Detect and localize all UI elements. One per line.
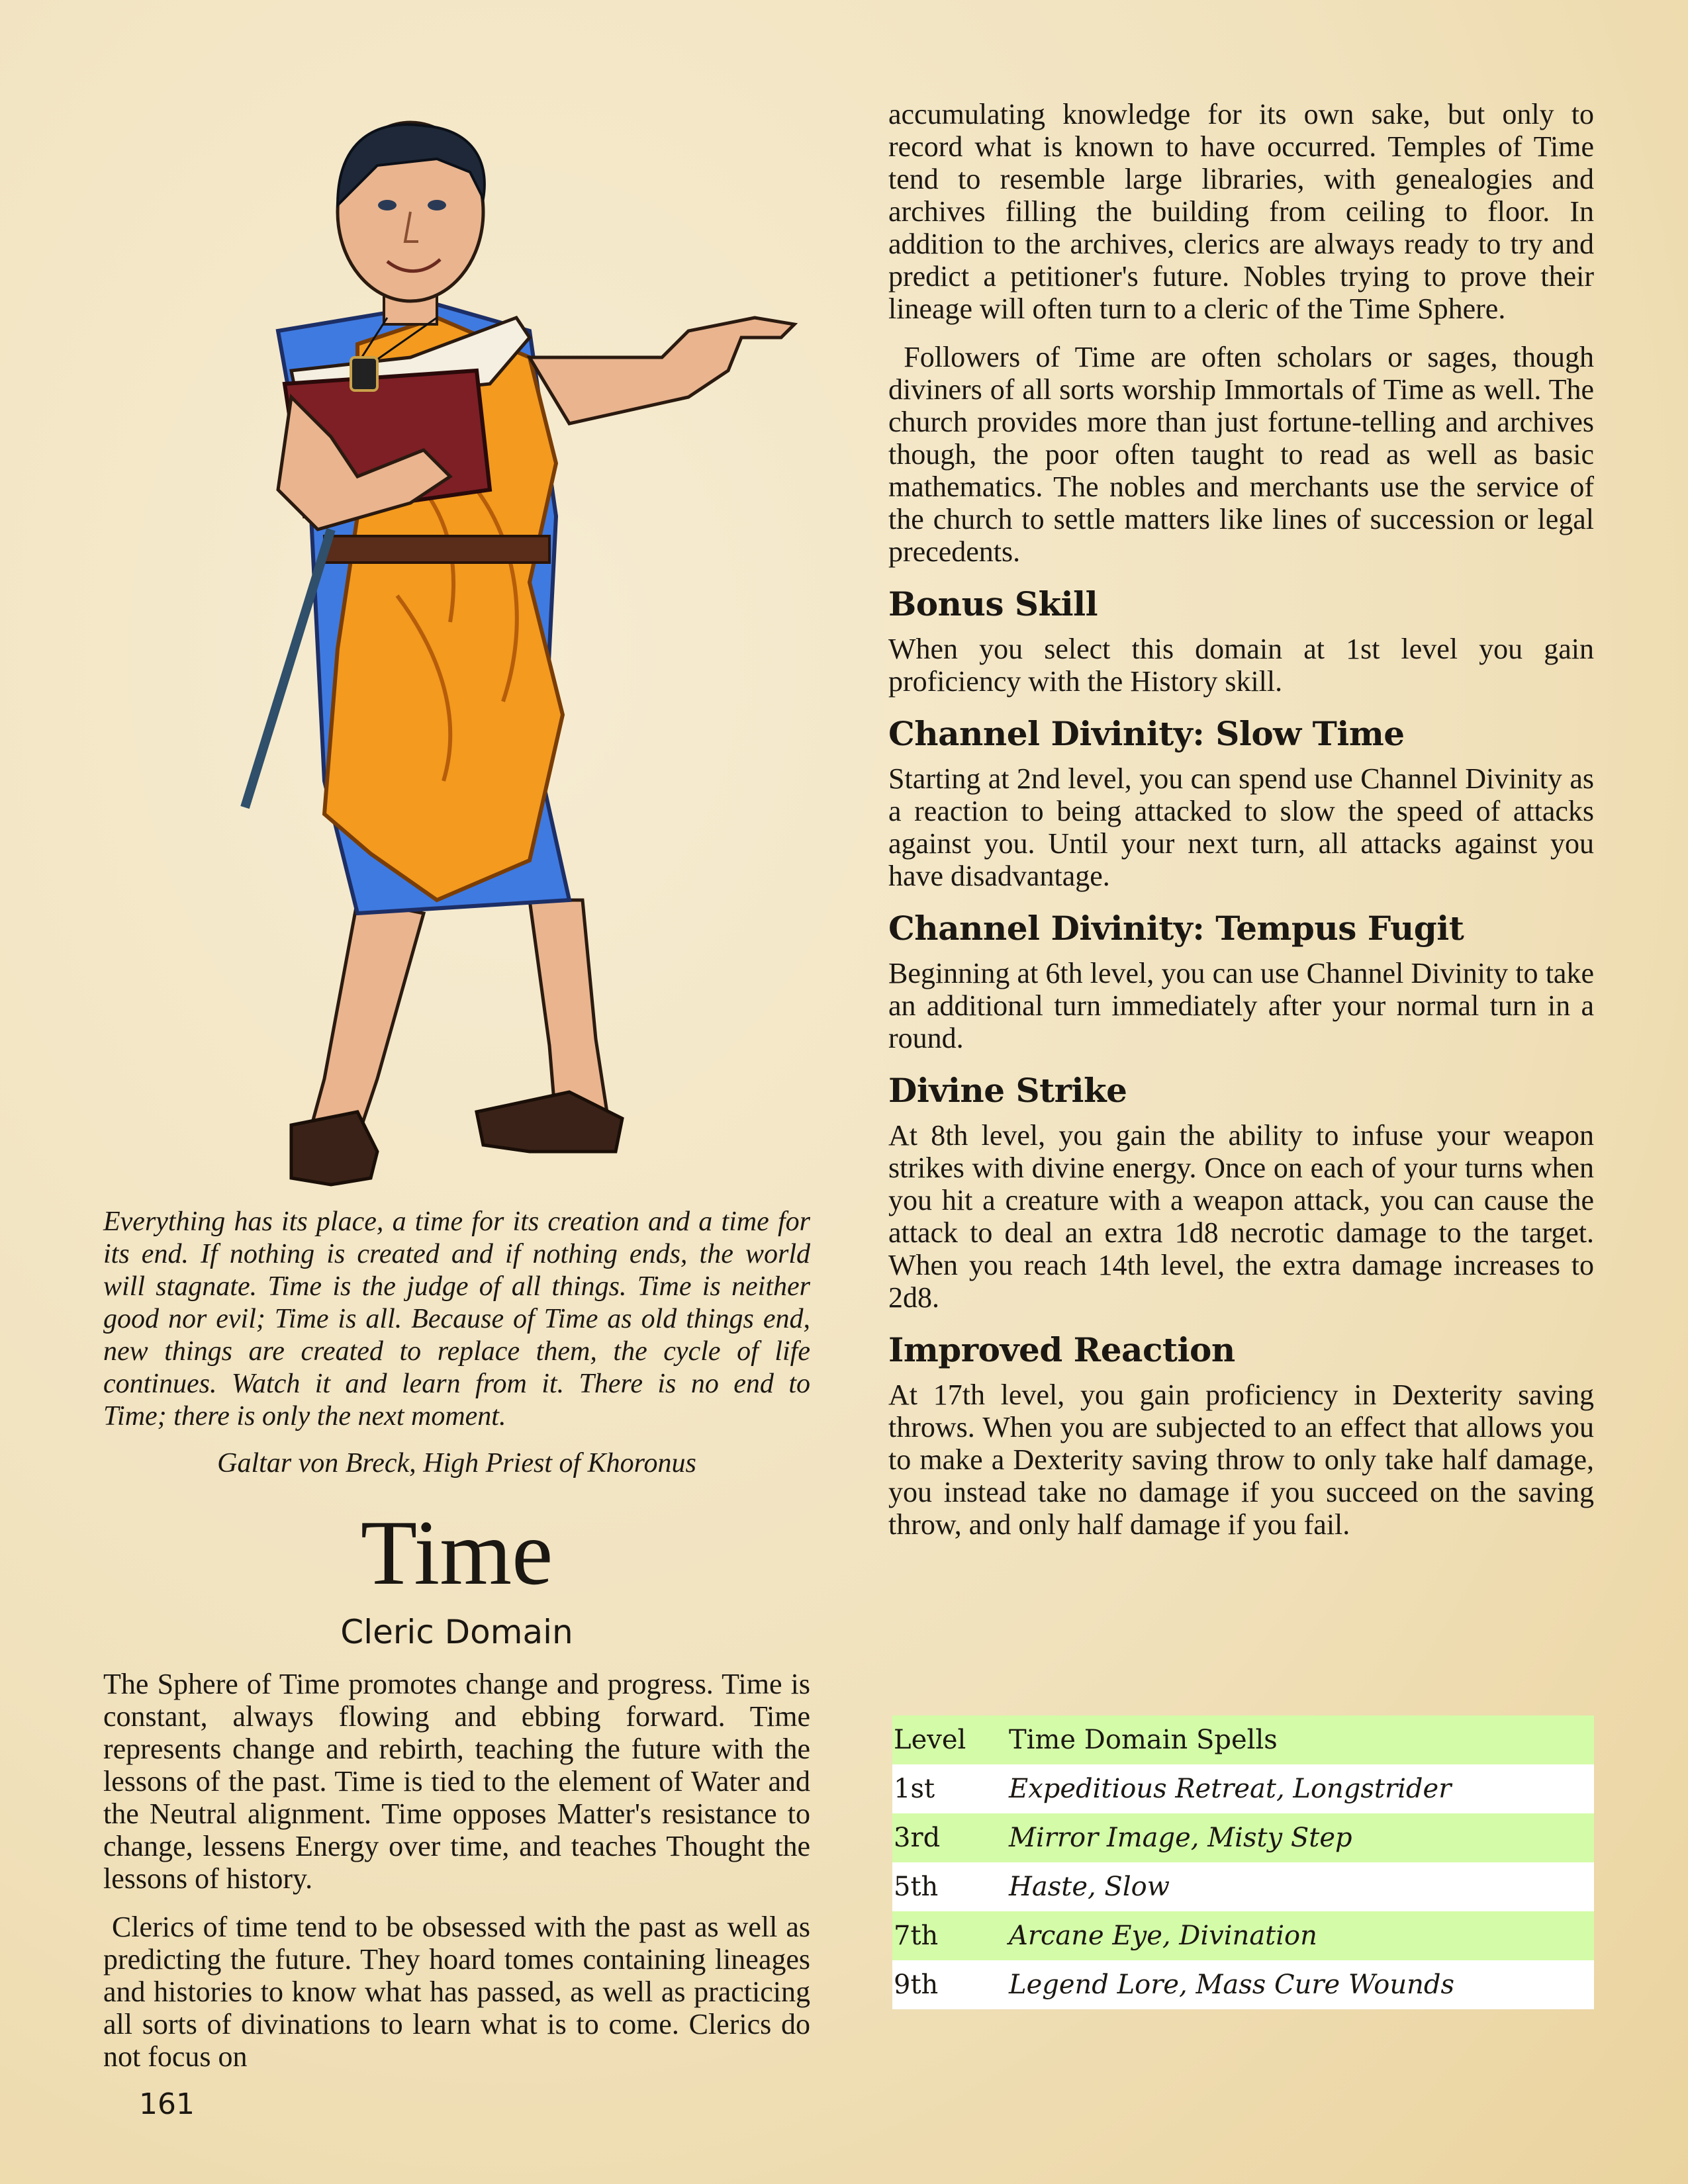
feature-text: Beginning at 6th level, you can use Channel Divinity to take an additional turn immediately after your normal turn in a round. bbox=[888, 957, 1594, 1054]
spell-level: 7th bbox=[894, 1921, 939, 1951]
quote-line: continues. Watch it and learn from it. There is no end to bbox=[103, 1369, 810, 1399]
feature-text: When you select this domain at 1st level you gain proficiency with the History skill. bbox=[888, 633, 1594, 698]
body-paragraph: Followers of Time are often scholars or sages, though diviners of all sorts worship Immortals of Time as well. The church provides more than just fortune-telling and archives though, the poor often taught to read as well as basic mathematics. The nobles and merchants use the service of the church to settle matters like lines of succession or legal precedents. bbox=[888, 341, 1594, 568]
table-row bbox=[892, 1862, 1594, 1911]
table-row bbox=[892, 1764, 1594, 1813]
spell-list: Legend Lore, Mass Cure Wounds bbox=[1009, 1970, 1455, 2000]
feature-text: Starting at 2nd level, you can spend use Channel Divinity as a reaction to being attacked to slow the speed of attacks against you. Until your next turn, all attacks against you have disadvantage. bbox=[888, 762, 1594, 892]
table-row bbox=[892, 1911, 1594, 1960]
quote-line: Time; there is only the next moment. bbox=[103, 1401, 506, 1432]
spell-list: Arcane Eye, Divination bbox=[1009, 1921, 1317, 1951]
quote-attribution: Galtar von Breck, High Priest of Khoronus bbox=[217, 1448, 696, 1479]
table-header-row bbox=[892, 1715, 1594, 1764]
priest-illustration bbox=[159, 119, 847, 1191]
spell-list: Expeditious Retreat, Longstrider bbox=[1009, 1774, 1452, 1804]
spell-level: 3rd bbox=[894, 1823, 941, 1853]
spell-list: Haste, Slow bbox=[1009, 1872, 1170, 1902]
quote-line: will stagnate. Time is the judge of all things. Time is neither bbox=[103, 1271, 810, 1302]
domain-spells-table bbox=[892, 1715, 1594, 2009]
quote-line: new things are created to replace them, the cycle of life bbox=[103, 1336, 810, 1367]
spell-level: 5th bbox=[894, 1872, 939, 1902]
page-subtitle: Cleric Domain bbox=[340, 1613, 573, 1651]
page-title: Time bbox=[360, 1502, 553, 1604]
right-column bbox=[888, 98, 1594, 1557]
table-row bbox=[892, 1960, 1594, 2009]
body-paragraph: Clerics of time tend to be obsessed with the past as well as predicting the future. They hoard tomes containing lineages and histories to know what has passed, as well as practicing all sorts of divinations to learn what is to come. Clerics do not focus on bbox=[103, 1911, 810, 2073]
feature-heading-slow-time: Channel Divinity: Slow Time bbox=[888, 714, 1405, 753]
left-column-body bbox=[103, 1668, 810, 2089]
feature-heading-bonus-skill: Bonus Skill bbox=[888, 584, 1098, 623]
table-row bbox=[892, 1813, 1594, 1862]
epigraph bbox=[103, 1206, 810, 1480]
spell-level: 1st bbox=[894, 1774, 935, 1804]
feature-heading-divine-strike: Divine Strike bbox=[888, 1071, 1127, 1110]
page-number: 161 bbox=[139, 2087, 195, 2121]
body-paragraph: accumulating knowledge for its own sake, but only to record what is known to have occurred. Temples of Time tend to resemble large libraries, with genealogies and archives filling the building from ceiling to floor. In addition to the archives, clerics are always ready to try and predict a petitioner's future. Nobles trying to prove their lineage will often turn to a cleric of the Time Sphere. bbox=[888, 98, 1594, 325]
spell-level: 9th bbox=[894, 1970, 939, 2000]
quote-line: good nor evil; Time is all. Because of Time as old things end, bbox=[103, 1304, 810, 1334]
body-paragraph: The Sphere of Time promotes change and progress. Time is constant, always flowing and ebbing forward. Time represents change and rebirth, teaching the future with the lessons of the past. Time is tied to the element of Water and the Neutral alignment. Time opposes Matter's resistance to change, lessens Energy over time, and teaches Thought the lessons of history. bbox=[103, 1668, 810, 1895]
column-header-level: Level bbox=[894, 1725, 966, 1755]
spell-list: Mirror Image, Misty Step bbox=[1009, 1823, 1352, 1853]
quote-line: Everything has its place, a time for its creation and a time for bbox=[103, 1206, 810, 1237]
quote-line: its end. If nothing is created and if nothing ends, the world bbox=[103, 1239, 810, 1269]
feature-text: At 8th level, you gain the ability to infuse your weapon strikes with divine energy. Once on each of your turns when you hit a creature with a weapon attack, you can cause the attack to deal an extra 1d8 necrotic damage to the target. When you reach 14th level, the extra damage increases to 2d8. bbox=[888, 1119, 1594, 1314]
column-header-spells: Time Domain Spells bbox=[1009, 1725, 1278, 1755]
feature-text: At 17th level, you gain proficiency in Dexterity saving throws. When you are subjected to an effect that allows you to make a Dexterity saving throw to only take half damage, you instead take no damage if you succeed on the saving throw, and only half damage if you fail. bbox=[888, 1379, 1594, 1541]
feature-heading-tempus-fugit: Channel Divinity: Tempus Fugit bbox=[888, 909, 1464, 948]
feature-heading-improved-reaction: Improved Reaction bbox=[888, 1330, 1235, 1369]
